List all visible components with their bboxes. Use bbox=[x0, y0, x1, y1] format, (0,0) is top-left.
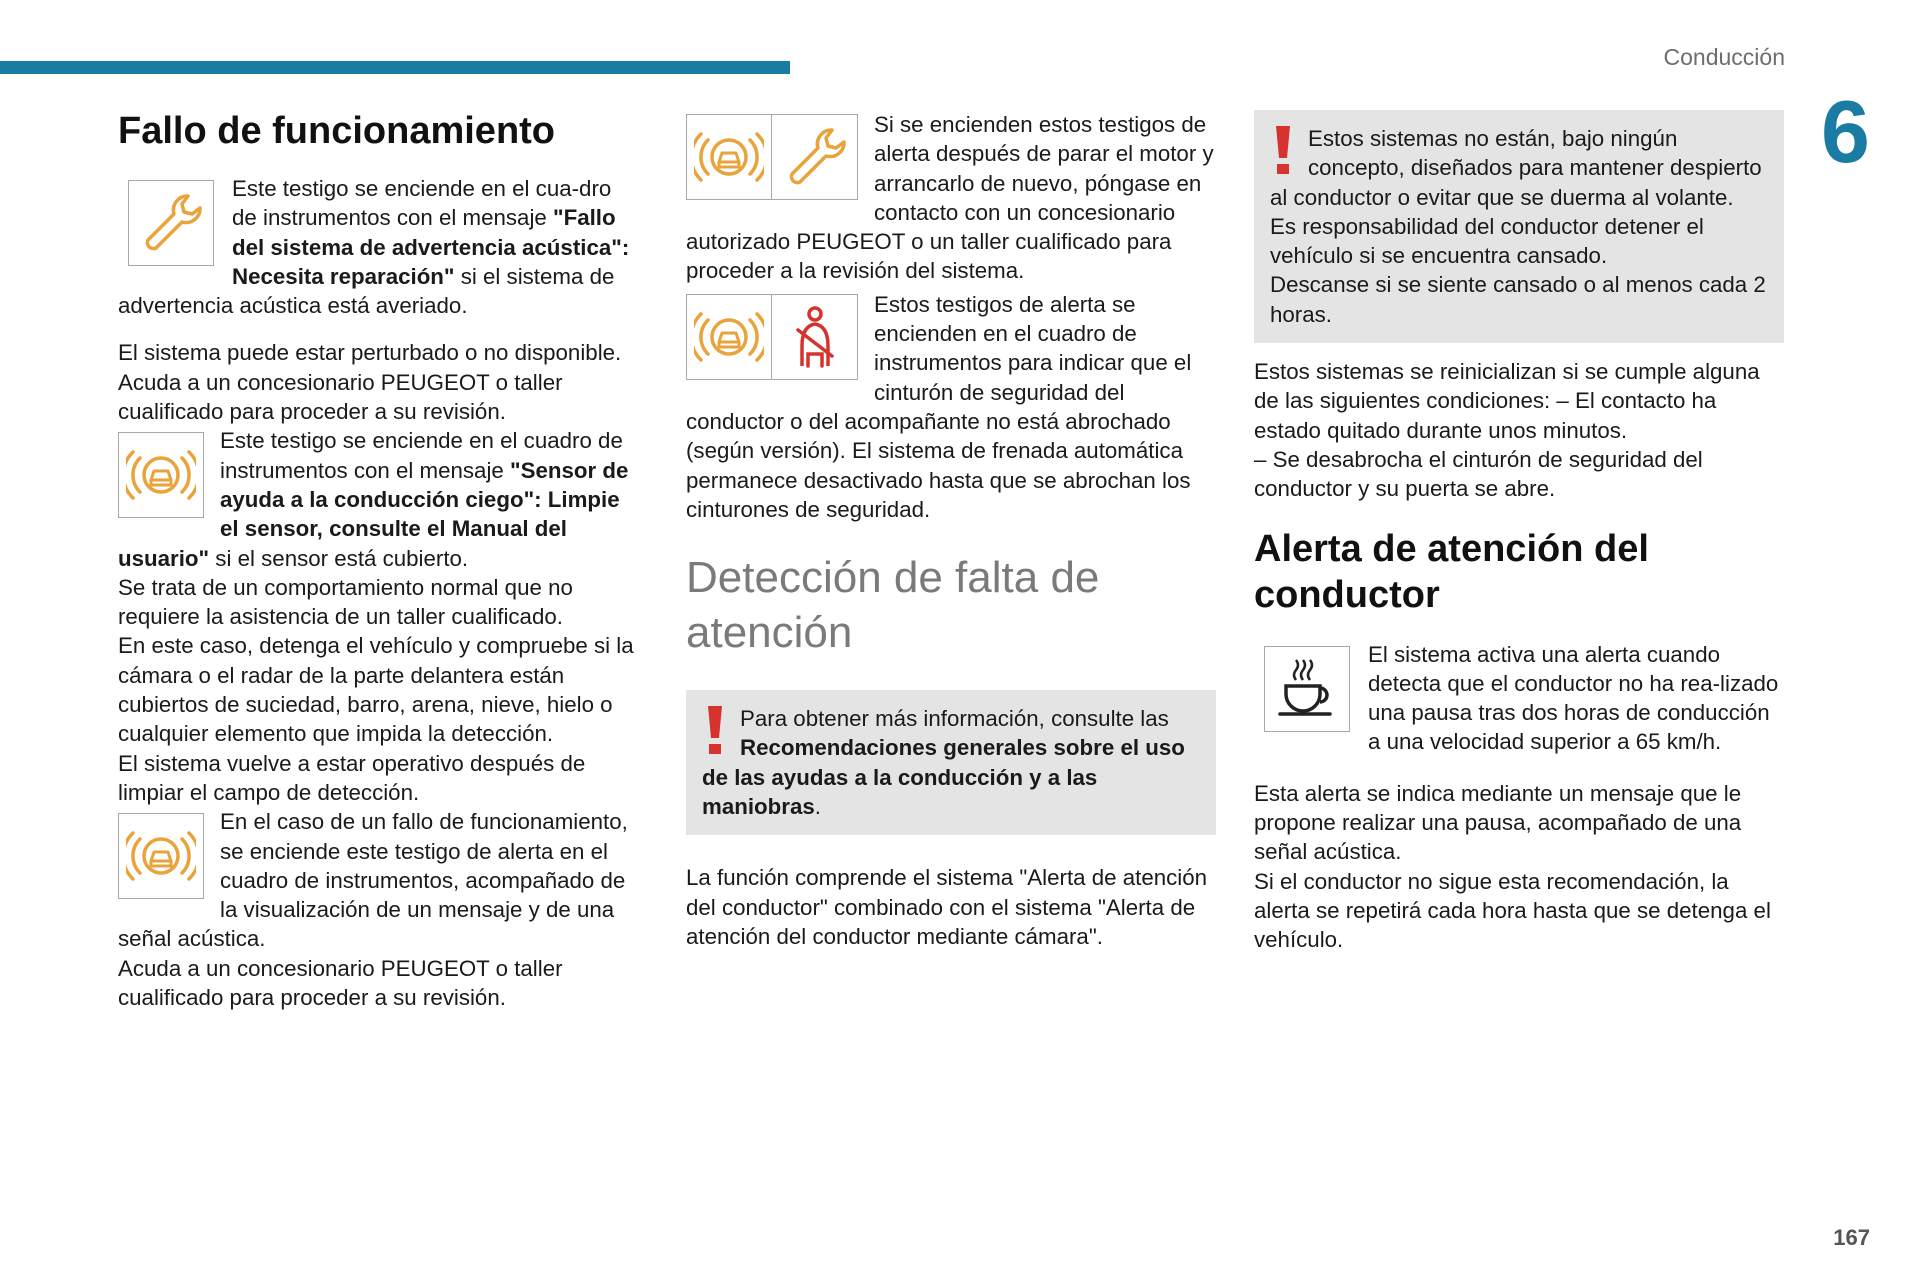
driver-alert-title: Alerta de atención del conductor bbox=[1254, 527, 1649, 616]
paragraph: La función comprende el sistema "Alerta de atención del conductor" combinado con el sistema "Alerta de atención del conductor mediante cámara". bbox=[686, 865, 1208, 949]
paragraph: Acuda a un concesionario PEUGEOT o taller cualificado para proceder a su revisión. bbox=[118, 955, 563, 1011]
wrench-icon bbox=[772, 114, 858, 200]
paragraph: Si el conductor no sigue esta recomendación, la alerta se repetirá cada hora hasta que se detenga el vehículo. bbox=[1254, 868, 1771, 953]
malfunction-title: Fallo de funcionamiento bbox=[118, 110, 556, 152]
paragraph: Esta alerta se indica mediante un mensaje que le propone realizar una pausa, acompañado de una señal acústica. bbox=[1254, 780, 1742, 865]
paragraph: El sistema puede estar perturbado o no disponible. bbox=[118, 340, 622, 366]
paragraph-coffee: El sistema activa una alerta cuando detecta que el conductor no ha rea-lizado una pausa tras dos horas de conducción a una velocidad superior a 65 km/h. bbox=[1254, 640, 1784, 757]
column-3 bbox=[1254, 110, 1784, 955]
page-number: 167 bbox=[1833, 1225, 1870, 1250]
column-2 bbox=[686, 110, 1216, 951]
paragraph: En este caso, detenga el vehículo y compruebe si la cámara o el radar de la parte delantera están cubiertos de suciedad, barro, arena, nieve, hielo o cualquier elemento que impida la detección. bbox=[118, 633, 634, 747]
paragraph: Se trata de un comportamiento normal que no requiere la asistencia de un taller cualificado. bbox=[118, 574, 573, 630]
paragraph-seatbelt: Estos testigos de alerta se encienden en el cuadro de instrumentos para indicar que el cinturón de seguridad del conductor o del acompañante no está abrochado (según versión). El sistema de frenada automática permanece desactivado hasta que se abrochan los cinturones de seguridad. bbox=[686, 291, 1192, 522]
paragraph-sensor-fault: En el caso de un fallo de funcionamiento, se enciende este testigo de alerta en el cuadro de instrumentos, acompañado de la visualización de un mensaje y de una señal acústica. bbox=[118, 809, 628, 952]
blind-spot-sensor-icon bbox=[686, 114, 772, 200]
paragraph: Estos sistemas se reinicializan si se cumple alguna de las siguientes condiciones: – El contacto ha estado quitado durante unos minutos. bbox=[1254, 359, 1760, 443]
blind-spot-sensor-icon bbox=[118, 813, 204, 899]
paragraph-restart: Si se encienden estos testigos de alerta después de parar el motor y arrancarlo de nuevo, póngase en contacto con un concesionario autorizado PEUGEOT o un taller cualificado para proceder a la revisión del sistema. bbox=[686, 112, 1214, 284]
paragraph-wrench: Este testigo se enciende en el cua-dro de instrumentos con el mensaje "Fallo del sistema de advertencia acústica": Necesita reparación" si el sistema de advertencia acústica está averiado. bbox=[118, 176, 630, 319]
column-1 bbox=[118, 108, 636, 1012]
accent-bar bbox=[0, 61, 790, 74]
chapter-number: 6 bbox=[1821, 82, 1870, 181]
wrench-icon bbox=[128, 180, 214, 266]
seatbelt-icon bbox=[772, 294, 858, 380]
paragraph: – Se desabrocha el cinturón de seguridad del conductor y su puerta se abre. bbox=[1254, 446, 1703, 502]
warning-icon bbox=[702, 704, 736, 762]
coffee-cup-icon bbox=[1264, 646, 1350, 732]
paragraph: El sistema vuelve a estar operativo después de limpiar el campo de detección. bbox=[118, 750, 586, 805]
paragraph: Acuda a un concesionario PEUGEOT o taller cualificado para proceder a su revisión. bbox=[118, 369, 563, 425]
inattention-title: Detección de falta de atención bbox=[686, 553, 1100, 658]
warning-note: Estos sistemas no están, bajo ningún concepto, diseñados para mantener despierto al conductor o evitar que se duerma al volante. Es responsabilidad del conductor detener el vehículo si se encuentra cansado. Descanse si se siente cansado o al menos cada 2 horas. bbox=[1254, 110, 1784, 343]
warning-icon bbox=[1270, 124, 1304, 182]
section-title: Conducción bbox=[1663, 44, 1785, 70]
blind-spot-sensor-icon bbox=[118, 432, 204, 518]
paragraph-sensor: Este testigo se enciende en el cuadro de instrumentos con el mensaje "Sensor de ayuda a la conducción ciego": Limpie el sensor, consulte el Manual del usuario" si el sensor está cubierto. bbox=[118, 428, 629, 571]
blind-spot-sensor-icon bbox=[686, 294, 772, 380]
info-note: Para obtener más información, consulte las Recomendaciones generales sobre el uso de las ayudas a la conducción y a las maniobras. bbox=[686, 690, 1216, 835]
